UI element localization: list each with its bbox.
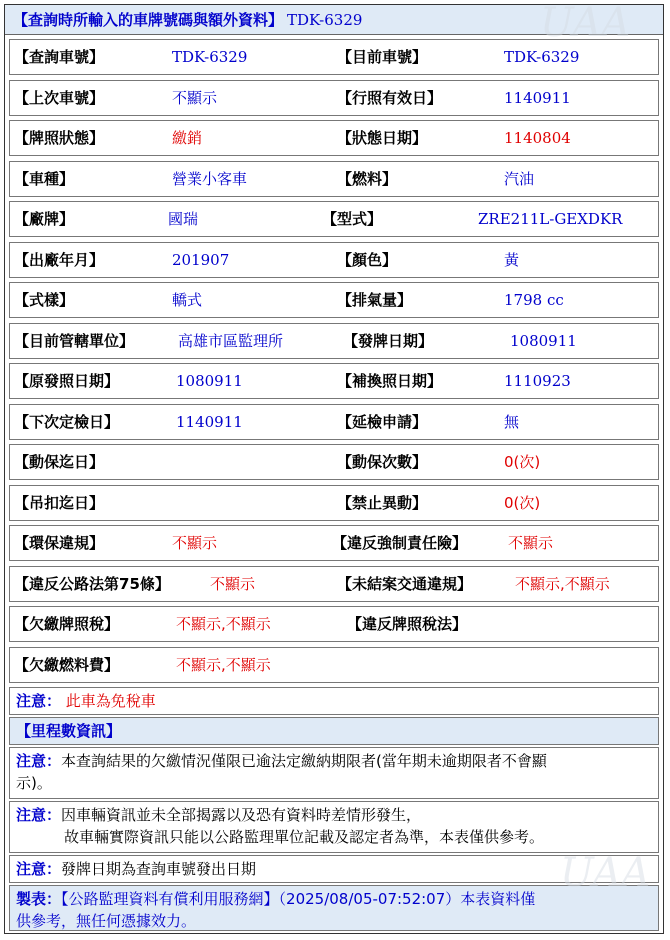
header-plate: TDK-6329 [287, 10, 363, 29]
field-value: 不顯示,不顯示 [515, 574, 610, 593]
field-label: 【補換照日期】 [337, 372, 443, 390]
field-label: 【牌照狀態】 [14, 129, 105, 147]
field-label: 【目前管轄單位】 [14, 331, 135, 350]
footer-text: 供參考，無任何憑據效力。 [16, 912, 197, 930]
field-label: 【欠繳燃料費】 [14, 655, 120, 674]
field-value: TDK-6329 [504, 48, 580, 66]
field-label: 【違反牌照稅法】 [347, 615, 468, 633]
report-timestamp: （2025/08/05-07:52:07） [278, 890, 461, 908]
field-label: 【原發照日期】 [14, 372, 120, 390]
tax-note [9, 687, 659, 715]
field-value: 轎式 [172, 291, 203, 309]
field-value: 不顯示 [172, 88, 218, 107]
field-label: 【排氣量】 [337, 291, 413, 309]
field-label: 【違反公路法第75條】 [14, 574, 170, 593]
info-row [9, 120, 659, 156]
field-value: 不顯示 [508, 534, 554, 552]
issue-date-note [9, 855, 659, 883]
field-label: 【燃料】 [337, 169, 398, 188]
info-row [9, 647, 659, 683]
field-label: 【禁止異動】 [337, 493, 428, 512]
note-key: 注意： [16, 692, 62, 710]
note-text: 因車輛資訊並未全部揭露以及恐有資料時差情形發生， [61, 806, 422, 824]
info-row [9, 201, 659, 237]
field-value: 黃 [504, 250, 520, 269]
note-text: 示)。 [16, 774, 52, 792]
field-label: 【狀態日期】 [337, 129, 428, 147]
info-row [9, 323, 659, 359]
note-key: 注意： [16, 806, 62, 824]
header-title: 【查詢時所輸入的車牌號碼與額外資料】 [13, 11, 284, 29]
report-table [4, 4, 664, 934]
info-row [9, 242, 659, 278]
field-value: 不顯示,不顯示 [176, 655, 271, 674]
field-value: 0(次) [504, 493, 541, 512]
info-row [9, 363, 659, 399]
note-key: 注意： [16, 752, 62, 770]
note-key: 注意： [16, 860, 62, 878]
watermark-logo: UAA [560, 850, 651, 896]
info-row [9, 80, 659, 116]
field-value: 不顯示 [210, 574, 256, 593]
info-row [9, 566, 659, 602]
field-label: 【動保迄日】 [14, 453, 105, 471]
info-row [9, 161, 659, 197]
info-row [9, 444, 659, 480]
service-link[interactable]: 【公路監理資料有償利用服務網】 [61, 890, 279, 908]
field-value: 1080911 [176, 372, 243, 390]
field-value: 繳銷 [172, 129, 203, 147]
info-row [9, 606, 659, 642]
field-label: 【動保次數】 [337, 453, 428, 471]
field-label: 【吊扣迄日】 [14, 493, 105, 512]
field-label: 【未結案交通違規】 [337, 574, 473, 593]
footer-key: 製表： [16, 890, 62, 908]
field-value: 1140911 [504, 88, 571, 107]
note-text: 本查詢結果的欠繳情況僅限已逾法定繳納期限者(當年期未逾期限者不會顯 [61, 752, 547, 770]
field-value: 汽油 [504, 169, 535, 188]
field-label: 【上次車號】 [14, 88, 105, 107]
disclaimer-note [9, 801, 659, 853]
field-label: 【下次定檢日】 [14, 412, 120, 431]
footer-text: 本表資料僅 [460, 890, 536, 908]
query-header [5, 5, 663, 35]
field-value: 1110923 [504, 372, 571, 390]
field-label: 【環保違規】 [14, 534, 105, 552]
field-label: 【違反強制責任險】 [332, 534, 468, 552]
field-label: 【廠牌】 [14, 210, 75, 228]
field-label: 【目前車號】 [337, 48, 428, 66]
field-value: 不顯示 [172, 534, 218, 552]
field-value: 營業小客車 [172, 169, 248, 188]
field-label: 【式樣】 [14, 291, 75, 309]
field-label: 【查詢車號】 [14, 48, 105, 66]
field-label: 【欠繳牌照稅】 [14, 615, 120, 633]
note-text: 故車輛實際資訊只能以公路監理單位記載及認定者為準，本表僅供參考。 [64, 828, 545, 846]
field-value: 高雄市區監理所 [178, 331, 284, 350]
field-value: 1140804 [504, 129, 571, 147]
field-value: 201907 [172, 250, 230, 269]
field-label: 【行照有效日】 [337, 88, 443, 107]
footer [9, 885, 659, 931]
mileage-title: 【里程數資訊】 [16, 722, 122, 740]
note-text: 發牌日期為查詢車號發出日期 [61, 860, 257, 878]
field-label: 【車種】 [14, 169, 75, 188]
mileage-section [9, 717, 659, 745]
field-value: 不顯示,不顯示 [176, 615, 271, 633]
field-value: TDK-6329 [172, 48, 248, 66]
info-row [9, 404, 659, 440]
tax-exempt-note: 此車為免稅車 [65, 692, 156, 710]
field-value: 1140911 [176, 412, 243, 431]
arrears-note [9, 747, 659, 799]
info-row [9, 282, 659, 318]
info-row [9, 485, 659, 521]
field-value: 無 [504, 412, 520, 431]
field-label: 【顏色】 [337, 250, 398, 269]
field-value: 1080911 [510, 331, 577, 350]
field-label: 【出廠年月】 [14, 250, 105, 269]
field-label: 【延檢申請】 [337, 412, 428, 431]
info-row [9, 525, 659, 561]
field-value: 1798 cc [504, 291, 564, 309]
watermark-logo: UAA [540, 0, 631, 46]
field-value: 國瑞 [168, 210, 199, 228]
field-value: ZRE211L-GEXDKR [478, 210, 623, 228]
field-label: 【發牌日期】 [343, 331, 434, 350]
field-label: 【型式】 [322, 210, 383, 228]
info-row [9, 39, 659, 75]
field-value: 0(次) [504, 453, 541, 471]
